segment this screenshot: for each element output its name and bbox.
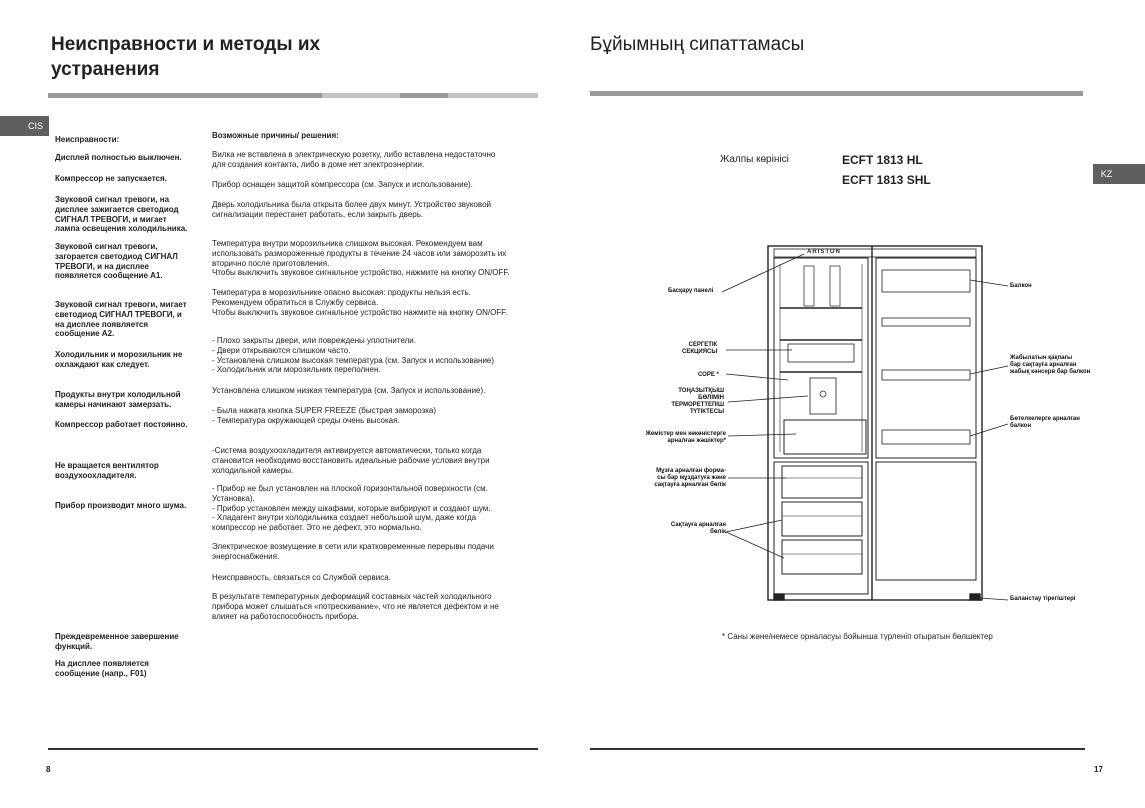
problem-line: СИГНАЛ ТРЕВОГИ, и мигает [55, 214, 167, 224]
cause-item [212, 150, 495, 170]
problem-line: Холодильник и морозильник не [55, 350, 183, 359]
problem-line: сообщение А2. [55, 329, 115, 339]
cause-item [212, 288, 507, 317]
cause-line: Вилка не вставлена в электрическую розетку, либо вставлена недостаточно [212, 150, 496, 159]
problem-line: охлаждают как следует. [55, 359, 150, 369]
cause-line: Установка). [212, 493, 255, 503]
cause-line: -Система воздухоохладителя активируется автоматически, только когда [212, 446, 482, 455]
problem-line: воздухоохладителя. [55, 470, 137, 480]
cause-item [212, 446, 490, 475]
cause-line: - Двери открываются слишком часто. [212, 345, 351, 355]
problem-line: дисплее зажигается светодиод [55, 204, 179, 214]
label-thermostat: ТОҢАЗЫТҚЫШ БӨЛІМІН ТЕРМОРЕТТЕПІШ ТҮТІКТЕСЫ [671, 388, 724, 415]
problem-line: загорается светодиод СИГНАЛ [55, 251, 178, 261]
cause-line: вторично после приготовления. [212, 258, 330, 268]
cause-line: Температура внутри морозильника слишком высокая. Рекомендуем вам [212, 239, 483, 248]
model-2: ECFT 1813 SHL [842, 173, 931, 187]
problem-line: ТРЕВОГИ, и на дисплее [55, 261, 149, 271]
label-leveling-foot: Баланстау тірегіштері [1010, 596, 1076, 602]
cause-line: Неисправность, связаться со Службой сервиса. [212, 573, 391, 582]
left-page-number: 8 [46, 765, 51, 774]
problem-line: Не вращается вентилятор [55, 461, 159, 470]
problem-item [55, 632, 179, 652]
problem-line: На дисплее появляется [55, 659, 149, 668]
cause-line: Чтобы выключить звуковое сигнальное устройство, нажмите на кнопку ON/OFF. [212, 268, 510, 278]
problem-line: функций. [55, 641, 93, 651]
problem-item [55, 420, 187, 430]
label-control-panel: Басқару панелі [668, 288, 714, 294]
problem-line: Звуковой сигнал тревоги, [55, 242, 158, 251]
label-freeze-section: Мұзға арналған форма- сы бар мұздатуға және сақтауға арналған бөлік [654, 468, 726, 488]
cause-line: влияет на работоспособность прибора. [212, 611, 359, 621]
label-sore: СОРЕ * [698, 372, 719, 378]
problem-item [55, 300, 187, 339]
left-title-rule-accent2 [448, 93, 538, 98]
cause-item [212, 592, 499, 621]
problem-line: Звуковой сигнал тревоги, на [55, 195, 170, 204]
cause-line: В результате температурных деформаций составных частей холодильного [212, 592, 492, 601]
cause-line: использовать размороженные продукты в течение 24 часов или заморозить их [212, 248, 507, 258]
cause-line: Дверь холодильника была открыта более двух минут. Устройство звуковой [212, 200, 491, 209]
problem-item [55, 350, 182, 370]
right-page-number: 17 [1094, 765, 1103, 774]
cause-line: становится необходимо восстановить идеальные рабочие условия внутри [212, 455, 490, 465]
right-page-title: Бұйымның сипаттамасы [590, 34, 805, 55]
cause-item [212, 573, 391, 583]
cause-line: - Плохо закрыты двери, или повреждены уплотнители. [212, 336, 416, 345]
cause-line: Рекомендуем обратиться в Службу сервиса. [212, 297, 379, 307]
label-veg-box: Жемістер мен көкөністерге арналған жәшіктер* [645, 431, 726, 444]
label-door-shelf-lid: Жабылатын қақпағы бар сақтауға арналған жабық кәнсерв бар балкон [1010, 355, 1091, 375]
label-storage-section: Сақтауға арналған бөлік [670, 522, 726, 535]
cause-line: - Была нажата кнопка SUPER FREEZE (быстрая заморозка) [212, 406, 437, 415]
cause-line: - Хладагент внутри холодильника создает небольшой шум, даже когда [212, 513, 477, 523]
problem-line: Продукты внутри холодильной [55, 390, 181, 399]
problem-line: светодиод СИГНАЛ ТРЕВОГИ, и [55, 309, 182, 319]
lang-tab-edge [0, 116, 22, 136]
cause-item [212, 336, 494, 375]
left-footer-rule [48, 748, 538, 750]
right-footer-rule [590, 748, 1085, 750]
right-title-rule [590, 91, 1083, 96]
cause-item [212, 542, 494, 562]
general-view-label: Жалпы көрінісі [720, 154, 789, 165]
cause-item [212, 200, 491, 220]
cause-line: - Холодильник или морозильник переполнен. [212, 365, 381, 375]
problem-item [55, 174, 167, 184]
cause-line: компрессор не работает. Это не дефект, это нормально. [212, 523, 422, 533]
lang-tab-kz: KZ [1093, 164, 1120, 184]
cause-line: холодильной камеры. [212, 465, 294, 475]
cause-item [212, 239, 510, 278]
brand-label: ARISTON [807, 249, 841, 255]
label-fresh-section: СЕРГЕТІК СЕКЦИЯСЫ [682, 342, 718, 355]
cause-line: - Температура окружающей среды очень высокая. [212, 415, 400, 425]
fridge-body [768, 246, 982, 600]
problem-item [55, 242, 178, 281]
cause-line: Прибор оснащен защитой компрессора (см. Запуск и использование). [212, 180, 473, 189]
problem-item [55, 659, 149, 679]
cause-line: - Прибор установлен между шкафами, которые вибрируют и создают шум. [212, 503, 491, 513]
cause-line: энергоснабжения. [212, 551, 280, 561]
cause-line: - Прибор не был установлен на плоской горизонтальной поверхности (см. [212, 484, 488, 493]
causes-header: Возможные причины/ решения: [212, 131, 339, 140]
label-door-shelf: Балкон [1010, 283, 1032, 289]
cause-line: Температура в морозильнике опасно высокая: продукты нельзя есть. [212, 288, 471, 297]
cause-line: Чтобы выключить звуковое сигнальное устройство нажмите на кнопку ON/OFF. [212, 307, 508, 317]
problem-line: появляется сообщение А1. [55, 271, 163, 281]
problems-header: Неисправности: [55, 135, 120, 144]
problem-line: камеры начинают замерзать. [55, 399, 172, 409]
problem-line: Прибор производит много шума. [55, 501, 187, 510]
cause-line: сигнализации перестанет работать, если закрыть дверь. [212, 209, 424, 219]
lang-tab-kz-edge [1120, 164, 1145, 184]
problem-line: на дисплее появляется [55, 319, 148, 329]
model-1: ECFT 1813 HL [842, 153, 923, 167]
problem-item [55, 461, 159, 481]
problem-item [55, 501, 186, 511]
problem-line: Дисплей полностью выключен. [55, 153, 182, 162]
left-title-line1: Неисправности и методы их [51, 34, 321, 55]
problem-line: Преждевременное завершение [55, 632, 179, 641]
cause-line: для создания контакта, либо в доме нет электроэнергии. [212, 159, 425, 169]
problem-line: Звуковой сигнал тревоги, мигает [55, 300, 187, 309]
cause-item [212, 406, 436, 426]
cause-line: прибора может слышаться «потрескивание», что не является дефектом и не [212, 601, 499, 611]
cause-item [212, 386, 485, 396]
problem-item [55, 195, 187, 234]
cause-line: Установлена слишком низкая температура (см. Запуск и использование). [212, 386, 486, 395]
cause-item [212, 484, 491, 533]
problem-line: Компрессор работает постоянно. [55, 420, 188, 429]
problem-line: лампа освещения холодильника. [55, 224, 188, 234]
label-bottle-balcony: Бөтелкелерге арналған балкон [1010, 416, 1080, 429]
lang-tab-cis: CIS [22, 116, 49, 136]
cause-line: - Установлена слишком высокая температура (см. Запуск и использование) [212, 355, 495, 365]
left-title-rule-accent [322, 93, 400, 98]
cause-line: Электрическое возмущение в сети или кратковременные перерывы подачи [212, 542, 494, 551]
cause-item [212, 180, 473, 190]
footnote: * Саны және/немесе орналасуы бойынша түрленіп отыратын бөлшектер [722, 632, 993, 641]
problem-item [55, 153, 182, 163]
problem-item [55, 390, 181, 410]
left-title-line2: устранения [51, 59, 160, 80]
problem-line: Компрессор не запускается. [55, 174, 167, 183]
left-page-title [51, 32, 320, 82]
problem-line: сообщение (напр., F01) [55, 668, 147, 678]
